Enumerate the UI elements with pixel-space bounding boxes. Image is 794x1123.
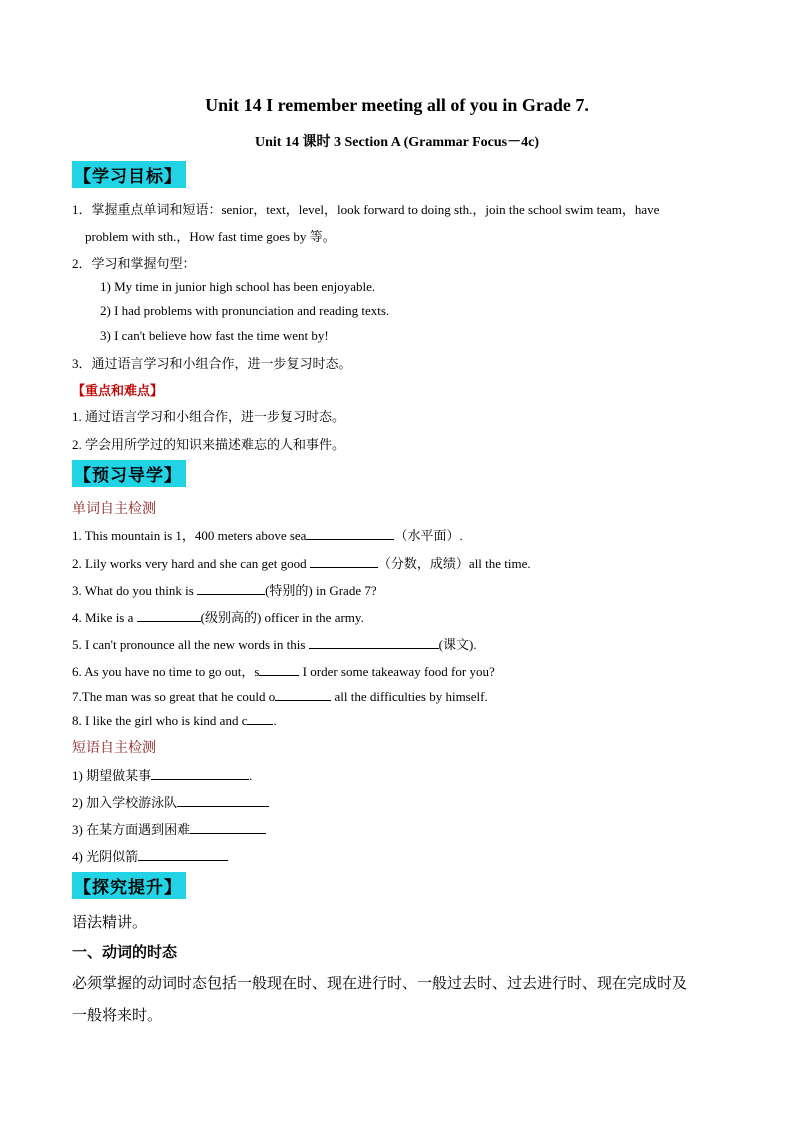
answer-blank[interactable]	[259, 663, 299, 676]
word-question-2	[72, 553, 531, 572]
question-text: 6. As you have no time to go out，s	[72, 664, 260, 679]
answer-blank[interactable]	[275, 688, 331, 701]
phrase-check-heading: 短语自主检测	[72, 740, 156, 756]
word-question-4	[72, 607, 364, 626]
phrase-text: 2) 加入学校游泳队	[72, 795, 178, 810]
objective-3: 3．通过语言学习和小组合作，进一步复习时态。	[72, 356, 352, 371]
section-explore	[72, 872, 186, 899]
question-text: 4. Mike is a	[72, 610, 134, 625]
question-text: 8. I like the girl who is kind and c	[72, 713, 248, 728]
question-hint: (特别的) in Grade 7?	[265, 583, 377, 598]
answer-blank[interactable]	[138, 848, 228, 861]
key-point-1: 1. 通过语言学习和小组合作，进一步复习时态。	[72, 409, 346, 424]
word-question-1	[72, 525, 463, 544]
grammar-heading: 一、动词的时态	[72, 943, 178, 961]
grammar-body-line2: 一般将来时。	[72, 1006, 163, 1024]
word-check-heading: 单词自主检测	[72, 501, 156, 517]
word-question-3	[72, 580, 377, 599]
question-text: 5. I can't pronounce all the new words in this	[72, 637, 306, 652]
question-hint: （分数，成绩）all the time.	[377, 556, 531, 571]
phrase-question-4	[72, 846, 228, 865]
phrase-question-2	[72, 792, 269, 811]
answer-blank[interactable]	[247, 712, 273, 725]
question-text: 2. Lily works very hard and she can get good	[72, 556, 307, 571]
word-question-5	[72, 634, 477, 653]
phrase-question-1	[72, 765, 252, 784]
phrase-text: 1) 期望做某事	[72, 768, 152, 783]
page-title: Unit 14 I remember meeting all of you in Grade 7.	[205, 95, 589, 115]
objective-1-line1: 1．掌握重点单词和短语：senior，text，level，look forward to doing sth.，join the school swim team，have	[72, 202, 660, 217]
page-subtitle: Unit 14 课时 3 Section A (Grammar Focus－4c)	[255, 135, 539, 150]
question-text: 1. This mountain is 1，400 meters above sea	[72, 528, 307, 543]
question-hint: （水平面）.	[394, 528, 463, 543]
question-text-end: I order some takeaway food for you?	[299, 664, 495, 679]
phrase-end: .	[249, 768, 253, 783]
question-text-end: all the difficulties by himself.	[331, 689, 488, 704]
section-explore-label: 【探究提升】	[72, 872, 186, 899]
key-point-2: 2. 学会用所学过的知识来描述难忘的人和事件。	[72, 437, 346, 452]
grammar-intro: 语法精讲。	[72, 913, 148, 931]
word-question-8	[72, 712, 277, 729]
section-objectives	[72, 161, 186, 188]
answer-blank[interactable]	[190, 821, 266, 834]
phrase-text: 3) 在某方面遇到困难	[72, 822, 191, 837]
question-text: 7.The man was so great that he could o	[72, 689, 276, 704]
sentence-1: 1) My time in junior high school has been enjoyable.	[100, 279, 376, 294]
question-text-end: .	[273, 713, 277, 728]
phrase-text: 4) 光阴似箭	[72, 849, 139, 864]
answer-blank[interactable]	[197, 582, 265, 595]
phrase-question-3	[72, 819, 266, 838]
sentence-3: 3) I can't believe how fast the time went by!	[100, 328, 329, 343]
answer-blank[interactable]	[306, 527, 394, 540]
objective-1-line2: problem with sth.，How fast time goes by 等。	[85, 229, 336, 244]
answer-blank[interactable]	[151, 767, 249, 780]
sentence-2: 2) I had problems with pronunciation and reading texts.	[100, 303, 390, 318]
key-points-heading: 【重点和难点】	[72, 384, 164, 399]
section-objectives-label: 【学习目标】	[72, 161, 186, 188]
question-hint: (级别高的) officer in the army.	[200, 610, 364, 625]
answer-blank[interactable]	[137, 609, 201, 622]
question-text: 3. What do you think is	[72, 583, 194, 598]
word-question-6	[72, 661, 495, 680]
word-question-7	[72, 688, 488, 705]
grammar-body-line1: 必须掌握的动词时态包括一般现在时、现在进行时、一般过去时、过去进行时、现在完成时及	[72, 974, 688, 992]
section-preview	[72, 460, 186, 487]
answer-blank[interactable]	[177, 794, 269, 807]
answer-blank[interactable]	[310, 555, 378, 568]
question-hint: (课文).	[438, 637, 477, 652]
answer-blank[interactable]	[309, 636, 439, 649]
section-preview-label: 【预习导学】	[72, 460, 186, 487]
objective-2: 2．学习和掌握句型：	[72, 256, 196, 271]
